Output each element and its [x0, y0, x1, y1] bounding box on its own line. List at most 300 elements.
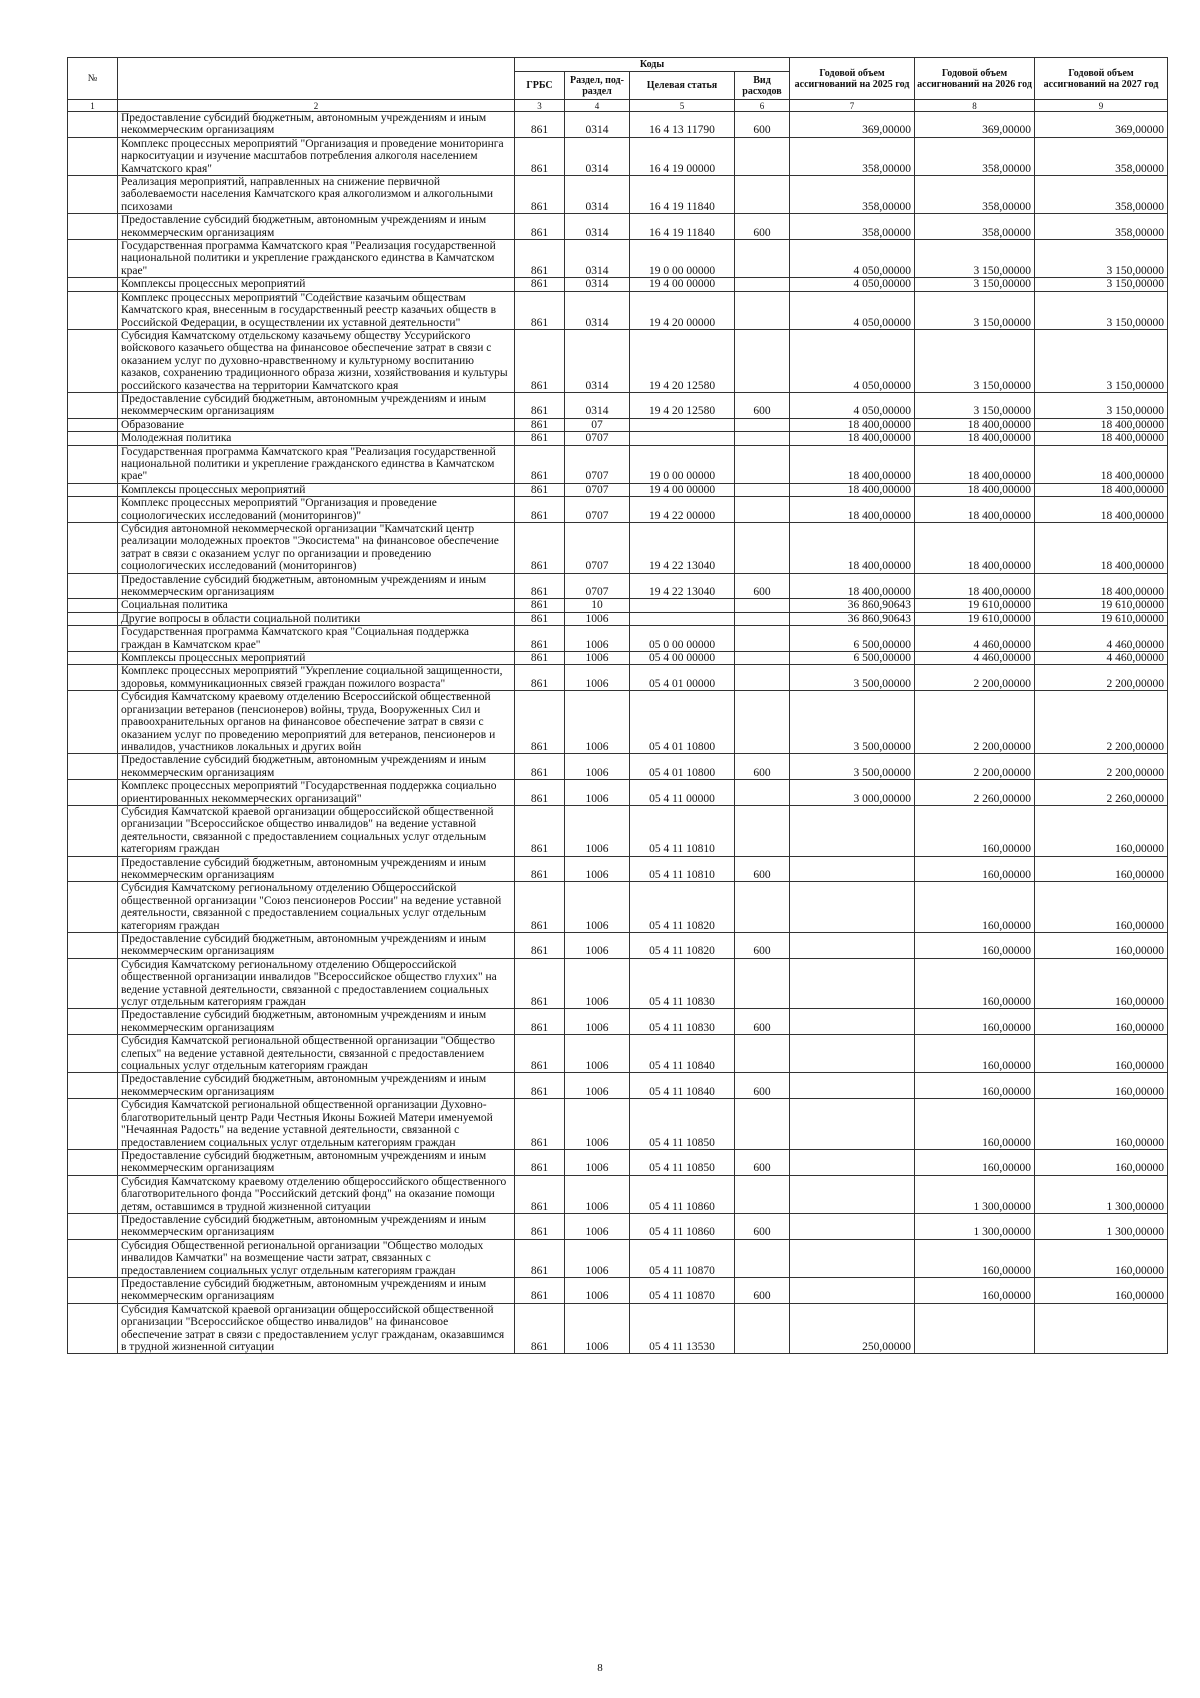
cell-target-article: 05 4 11 10850	[630, 1149, 735, 1175]
cell-amount-2026: 160,00000	[915, 958, 1035, 1009]
cell-amount-2025: 18 400,00000	[790, 432, 915, 445]
cell-amount-2025: 36 860,90643	[790, 612, 915, 625]
cell-razdel: 0314	[565, 240, 630, 278]
cell-grbs: 861	[515, 691, 565, 754]
cell-name: Комплекс процессных мероприятий "Государственная поддержка социально ориентированных некоммерческих организаций"	[118, 780, 515, 806]
cell-num	[68, 1073, 118, 1099]
cell-amount-2025: 4 050,00000	[790, 392, 915, 418]
cell-razdel: 0314	[565, 278, 630, 291]
cell-amount-2027: 3 150,00000	[1035, 291, 1168, 329]
cell-razdel: 1006	[565, 626, 630, 652]
cell-num	[68, 652, 118, 665]
cell-grbs: 861	[515, 754, 565, 780]
table-row	[68, 278, 1168, 291]
cell-num	[68, 612, 118, 625]
cell-amount-2025	[790, 856, 915, 882]
cell-amount-2026: 358,00000	[915, 137, 1035, 175]
cell-num	[68, 523, 118, 574]
cell-expense-type	[735, 599, 790, 612]
cell-grbs: 861	[515, 1175, 565, 1213]
cell-amount-2027: 160,00000	[1035, 933, 1168, 959]
cell-razdel: 1006	[565, 1035, 630, 1073]
cell-amount-2027: 3 150,00000	[1035, 278, 1168, 291]
cell-amount-2027: 4 460,00000	[1035, 652, 1168, 665]
cell-expense-type: 600	[735, 1009, 790, 1035]
table-row	[68, 329, 1168, 392]
cell-razdel: 1006	[565, 805, 630, 856]
cell-amount-2025	[790, 958, 915, 1009]
cell-expense-type: 600	[735, 754, 790, 780]
cell-grbs: 861	[515, 665, 565, 691]
cell-amount-2025: 6 500,00000	[790, 652, 915, 665]
cell-amount-2025	[790, 933, 915, 959]
cell-target-article: 05 4 11 00000	[630, 780, 735, 806]
cell-amount-2027: 2 200,00000	[1035, 754, 1168, 780]
cell-num	[68, 882, 118, 933]
cell-num	[68, 958, 118, 1009]
cell-expense-type: 600	[735, 1277, 790, 1303]
cell-expense-type	[735, 278, 790, 291]
cell-name: Комплекс процессных мероприятий "Содействие казачьим обществам Камчатского края, внесенным в государственный реестр казачьих обществ в Российской Федерации, в осуществлении их уставной деятельности"	[118, 291, 515, 329]
table-row	[68, 1175, 1168, 1213]
cell-name: Субсидия Камчатскому региональному отделению Общероссийской общественной организации "Союз пенсионеров России" на ведение уставной деятельности, связанной с предоставлением социальных услуг отдельным категориям граждан	[118, 882, 515, 933]
table-row	[68, 612, 1168, 625]
cell-amount-2026: 160,00000	[915, 933, 1035, 959]
cell-expense-type	[735, 958, 790, 1009]
cell-amount-2026: 4 460,00000	[915, 626, 1035, 652]
cell-target-article: 19 4 00 00000	[630, 278, 735, 291]
table-row	[68, 933, 1168, 959]
cell-num	[68, 112, 118, 138]
cell-amount-2026: 1 300,00000	[915, 1213, 1035, 1239]
cell-amount-2025: 3 500,00000	[790, 665, 915, 691]
cell-amount-2027: 358,00000	[1035, 137, 1168, 175]
cell-amount-2026: 3 150,00000	[915, 240, 1035, 278]
cell-amount-2027: 358,00000	[1035, 214, 1168, 240]
cell-expense-type: 600	[735, 1213, 790, 1239]
cell-grbs: 861	[515, 652, 565, 665]
table-row	[68, 882, 1168, 933]
table-row	[68, 573, 1168, 599]
cell-amount-2027: 2 200,00000	[1035, 665, 1168, 691]
cell-grbs: 861	[515, 1099, 565, 1150]
cell-num	[68, 291, 118, 329]
cell-grbs: 861	[515, 112, 565, 138]
cell-amount-2027: 1 300,00000	[1035, 1175, 1168, 1213]
cell-num	[68, 278, 118, 291]
cell-name: Молодежная политика	[118, 432, 515, 445]
cell-target-article: 05 4 11 10810	[630, 856, 735, 882]
header-vid: Вид расходов	[735, 72, 790, 100]
cell-name: Комплекс процессных мероприятий "Организация и проведение социологических исследований (мониторингов)"	[118, 497, 515, 523]
cell-expense-type	[735, 523, 790, 574]
cell-amount-2027: 160,00000	[1035, 1099, 1168, 1150]
cell-amount-2026: 2 200,00000	[915, 665, 1035, 691]
budget-table-page	[67, 57, 1167, 1354]
cell-amount-2027: 19 610,00000	[1035, 599, 1168, 612]
cell-num	[68, 754, 118, 780]
header-2026: Годовой объем ассигнований на 2026 год	[915, 58, 1035, 100]
cell-target-article: 05 4 11 10860	[630, 1175, 735, 1213]
cell-amount-2027: 3 150,00000	[1035, 329, 1168, 392]
cell-expense-type	[735, 805, 790, 856]
colnum: 8	[915, 100, 1035, 112]
cell-amount-2026: 160,00000	[915, 1099, 1035, 1150]
cell-razdel: 1006	[565, 882, 630, 933]
cell-num	[68, 329, 118, 392]
cell-expense-type	[735, 1035, 790, 1073]
colnum: 9	[1035, 100, 1168, 112]
cell-amount-2025: 4 050,00000	[790, 240, 915, 278]
cell-razdel: 0707	[565, 483, 630, 496]
cell-grbs: 861	[515, 137, 565, 175]
colnum: 7	[790, 100, 915, 112]
cell-razdel: 0314	[565, 137, 630, 175]
cell-amount-2027: 160,00000	[1035, 805, 1168, 856]
table-row	[68, 1303, 1168, 1354]
cell-amount-2026: 160,00000	[915, 1073, 1035, 1099]
table-row	[68, 1073, 1168, 1099]
cell-amount-2026: 358,00000	[915, 214, 1035, 240]
cell-name: Предоставление субсидий бюджетным, автономным учреждениям и иным некоммерческим организациям	[118, 1149, 515, 1175]
table-row	[68, 1149, 1168, 1175]
cell-expense-type	[735, 497, 790, 523]
cell-amount-2025: 4 050,00000	[790, 329, 915, 392]
cell-grbs: 861	[515, 573, 565, 599]
cell-num	[68, 1303, 118, 1354]
cell-razdel: 1006	[565, 856, 630, 882]
table-row	[68, 392, 1168, 418]
cell-amount-2025: 369,00000	[790, 112, 915, 138]
cell-grbs: 861	[515, 1303, 565, 1354]
cell-num	[68, 573, 118, 599]
table-row	[68, 1239, 1168, 1277]
cell-amount-2026: 160,00000	[915, 1035, 1035, 1073]
cell-amount-2026: 160,00000	[915, 1149, 1035, 1175]
cell-expense-type	[735, 445, 790, 483]
cell-amount-2026	[915, 1303, 1035, 1354]
cell-num	[68, 805, 118, 856]
cell-name: Субсидия Камчатскому краевому отделению Всероссийской общественной организации ветеранов (пенсионеров) войны, труда, Вооруженных Сил и правоохранительных органов на финансовое обеспечение затрат в связи с оказанием услуг по проведению мероприятий для ветеранов, пенсионеров и инвалидов, участников локальных и других войн	[118, 691, 515, 754]
cell-amount-2025: 18 400,00000	[790, 483, 915, 496]
cell-amount-2025: 18 400,00000	[790, 573, 915, 599]
cell-amount-2026: 369,00000	[915, 112, 1035, 138]
cell-num	[68, 856, 118, 882]
cell-target-article	[630, 612, 735, 625]
cell-razdel: 1006	[565, 612, 630, 625]
cell-amount-2026: 3 150,00000	[915, 329, 1035, 392]
cell-amount-2025	[790, 882, 915, 933]
table-row	[68, 780, 1168, 806]
cell-grbs: 861	[515, 278, 565, 291]
cell-amount-2025: 4 050,00000	[790, 291, 915, 329]
table-row	[68, 418, 1168, 431]
cell-num	[68, 1239, 118, 1277]
cell-target-article: 19 4 22 13040	[630, 573, 735, 599]
table-row	[68, 1277, 1168, 1303]
table-row	[68, 665, 1168, 691]
cell-amount-2026: 2 260,00000	[915, 780, 1035, 806]
cell-amount-2026: 160,00000	[915, 1009, 1035, 1035]
cell-num	[68, 1035, 118, 1073]
cell-target-article: 19 4 20 00000	[630, 291, 735, 329]
cell-grbs: 861	[515, 612, 565, 625]
cell-amount-2025: 18 400,00000	[790, 418, 915, 431]
cell-expense-type: 600	[735, 1073, 790, 1099]
colnum: 3	[515, 100, 565, 112]
cell-target-article: 19 0 00 00000	[630, 240, 735, 278]
cell-amount-2025: 358,00000	[790, 176, 915, 214]
colnum: 4	[565, 100, 630, 112]
cell-name: Предоставление субсидий бюджетным, автономным учреждениям и иным некоммерческим организациям	[118, 112, 515, 138]
cell-grbs: 861	[515, 214, 565, 240]
cell-amount-2027: 358,00000	[1035, 176, 1168, 214]
cell-name: Субсидия автономной некоммерческой организации "Камчатский центр реализации молодежных проектов "Экосистема" на финансовое обеспечение затрат в связи с оказанием услуг по организации и проведению социологических исследований (мониторингов)	[118, 523, 515, 574]
cell-expense-type	[735, 176, 790, 214]
cell-target-article: 05 4 11 10820	[630, 933, 735, 959]
cell-amount-2027: 3 150,00000	[1035, 240, 1168, 278]
cell-name: Предоставление субсидий бюджетным, автономным учреждениям и иным некоммерческим организациям	[118, 856, 515, 882]
table-row	[68, 856, 1168, 882]
cell-num	[68, 1277, 118, 1303]
cell-expense-type	[735, 418, 790, 431]
table-row	[68, 176, 1168, 214]
cell-num	[68, 432, 118, 445]
cell-num	[68, 1099, 118, 1150]
cell-target-article: 05 0 00 00000	[630, 626, 735, 652]
cell-name: Субсидия Камчатской краевой организации общероссийской общественной организации "Всероссийское общество инвалидов" на финансовое обеспечение затрат в связи с предоставлением услуг гражданам, оказавшимся в трудной жизненной ситуации	[118, 1303, 515, 1354]
cell-name: Субсидия Камчатской краевой организации общероссийской общественной организации "Всероссийское общество инвалидов" на ведение уставной деятельности, связанной с предоставлением социальных услуг отдельным категориям граждан	[118, 805, 515, 856]
cell-expense-type	[735, 626, 790, 652]
cell-target-article: 05 4 11 10850	[630, 1099, 735, 1150]
cell-razdel: 1006	[565, 1213, 630, 1239]
cell-name: Комплексы процессных мероприятий	[118, 652, 515, 665]
cell-expense-type	[735, 240, 790, 278]
cell-name: Предоставление субсидий бюджетным, автономным учреждениям и иным некоммерческим организациям	[118, 1213, 515, 1239]
cell-target-article: 05 4 11 13530	[630, 1303, 735, 1354]
table-row	[68, 214, 1168, 240]
cell-target-article: 05 4 01 10800	[630, 754, 735, 780]
cell-grbs: 861	[515, 1277, 565, 1303]
cell-num	[68, 933, 118, 959]
cell-expense-type	[735, 1239, 790, 1277]
cell-grbs: 861	[515, 523, 565, 574]
cell-amount-2027: 18 400,00000	[1035, 445, 1168, 483]
cell-razdel: 0314	[565, 112, 630, 138]
table-row	[68, 483, 1168, 496]
table-row	[68, 1009, 1168, 1035]
cell-razdel: 1006	[565, 1009, 630, 1035]
cell-expense-type	[735, 652, 790, 665]
cell-target-article: 05 4 11 10860	[630, 1213, 735, 1239]
cell-amount-2027: 160,00000	[1035, 1009, 1168, 1035]
cell-amount-2027: 160,00000	[1035, 1035, 1168, 1073]
cell-amount-2025: 18 400,00000	[790, 445, 915, 483]
cell-num	[68, 214, 118, 240]
cell-num	[68, 691, 118, 754]
cell-amount-2026: 160,00000	[915, 805, 1035, 856]
cell-grbs: 861	[515, 240, 565, 278]
cell-expense-type	[735, 329, 790, 392]
cell-amount-2026: 3 150,00000	[915, 392, 1035, 418]
cell-grbs: 861	[515, 882, 565, 933]
cell-target-article: 19 4 00 00000	[630, 483, 735, 496]
cell-target-article: 19 4 22 00000	[630, 497, 735, 523]
cell-amount-2025: 358,00000	[790, 214, 915, 240]
table-row	[68, 432, 1168, 445]
cell-amount-2026: 18 400,00000	[915, 445, 1035, 483]
cell-expense-type: 600	[735, 214, 790, 240]
cell-grbs: 861	[515, 291, 565, 329]
cell-razdel: 0314	[565, 291, 630, 329]
cell-target-article: 05 4 11 10830	[630, 958, 735, 1009]
cell-amount-2027: 18 400,00000	[1035, 432, 1168, 445]
cell-name: Комплексы процессных мероприятий	[118, 278, 515, 291]
cell-amount-2025: 18 400,00000	[790, 497, 915, 523]
cell-amount-2025: 6 500,00000	[790, 626, 915, 652]
cell-amount-2025: 3 500,00000	[790, 754, 915, 780]
cell-num	[68, 780, 118, 806]
cell-amount-2026: 4 460,00000	[915, 652, 1035, 665]
cell-target-article	[630, 418, 735, 431]
cell-amount-2025	[790, 1073, 915, 1099]
cell-amount-2027: 160,00000	[1035, 1277, 1168, 1303]
table-row	[68, 1035, 1168, 1073]
cell-amount-2026: 19 610,00000	[915, 612, 1035, 625]
cell-amount-2026: 160,00000	[915, 1277, 1035, 1303]
cell-grbs: 861	[515, 497, 565, 523]
table-row	[68, 137, 1168, 175]
cell-name: Комплексы процессных мероприятий	[118, 483, 515, 496]
cell-name: Субсидия Камчатской региональной общественной организации "Общество слепых" на ведение уставной деятельности, связанной с предоставлением социальных услуг отдельным категориям граждан	[118, 1035, 515, 1073]
budget-rows	[68, 112, 1168, 1354]
cell-name: Государственная программа Камчатского края "Социальная поддержка граждан в Камчатском крае"	[118, 626, 515, 652]
cell-razdel: 0314	[565, 214, 630, 240]
cell-target-article: 05 4 11 10810	[630, 805, 735, 856]
cell-grbs: 861	[515, 392, 565, 418]
cell-grbs: 861	[515, 805, 565, 856]
cell-amount-2027: 19 610,00000	[1035, 612, 1168, 625]
page-number: 8	[597, 1662, 603, 1674]
cell-grbs: 861	[515, 1073, 565, 1099]
cell-razdel: 0707	[565, 573, 630, 599]
cell-grbs: 861	[515, 1035, 565, 1073]
cell-amount-2025: 358,00000	[790, 137, 915, 175]
cell-razdel: 1006	[565, 1099, 630, 1150]
cell-amount-2025: 3 500,00000	[790, 691, 915, 754]
cell-razdel: 07	[565, 418, 630, 431]
cell-expense-type	[735, 882, 790, 933]
cell-grbs: 861	[515, 483, 565, 496]
cell-amount-2027: 160,00000	[1035, 856, 1168, 882]
table-row	[68, 805, 1168, 856]
cell-name: Субсидия Камчатскому краевому отделению общероссийского общественного благотворительного фонда "Российский детский фонд" на оказание помощи детям, оставшимся в трудной жизненной ситуации	[118, 1175, 515, 1213]
cell-amount-2025	[790, 1149, 915, 1175]
cell-num	[68, 176, 118, 214]
budget-table	[67, 57, 1168, 1354]
cell-name: Государственная программа Камчатского края "Реализация государственной национальной политики и укрепление гражданского единства в Камчатском крае"	[118, 445, 515, 483]
cell-amount-2025: 18 400,00000	[790, 523, 915, 574]
cell-name: Предоставление субсидий бюджетным, автономным учреждениям и иным некоммерческим организациям	[118, 1073, 515, 1099]
cell-target-article: 05 4 11 10870	[630, 1277, 735, 1303]
cell-target-article: 16 4 19 11840	[630, 214, 735, 240]
cell-amount-2025	[790, 1099, 915, 1150]
cell-target-article: 05 4 01 10800	[630, 691, 735, 754]
cell-num	[68, 665, 118, 691]
cell-grbs: 861	[515, 1239, 565, 1277]
cell-target-article: 19 4 20 12580	[630, 392, 735, 418]
cell-amount-2027: 160,00000	[1035, 1149, 1168, 1175]
cell-name: Комплекс процессных мероприятий "Укрепление социальной защищенности, здоровья, коммуникационных связей граждан пожилого возраста"	[118, 665, 515, 691]
cell-amount-2026: 3 150,00000	[915, 278, 1035, 291]
cell-amount-2027: 18 400,00000	[1035, 523, 1168, 574]
cell-amount-2025	[790, 1175, 915, 1213]
cell-num	[68, 1149, 118, 1175]
cell-name: Предоставление субсидий бюджетным, автономным учреждениям и иным некоммерческим организациям	[118, 1009, 515, 1035]
cell-name: Государственная программа Камчатского края "Реализация государственной национальной политики и укрепление гражданского единства в Камчатском крае"	[118, 240, 515, 278]
cell-razdel: 0314	[565, 329, 630, 392]
cell-target-article: 16 4 19 11840	[630, 176, 735, 214]
cell-name: Субсидия Камчатской региональной общественной организации Духовно-благотворительный центр Ради Честныя Иконы Божией Матери именуемой "Нечаянная Радость" на ведение уставной деятельности, связанной с предоставлением социальных услуг отдельным категориям граждан	[118, 1099, 515, 1150]
cell-grbs: 861	[515, 1009, 565, 1035]
cell-amount-2027: 18 400,00000	[1035, 497, 1168, 523]
cell-target-article: 05 4 11 10870	[630, 1239, 735, 1277]
table-row	[68, 652, 1168, 665]
cell-target-article: 19 4 20 12580	[630, 329, 735, 392]
cell-grbs: 861	[515, 329, 565, 392]
cell-expense-type	[735, 432, 790, 445]
cell-num	[68, 483, 118, 496]
cell-razdel: 1006	[565, 1175, 630, 1213]
cell-expense-type: 600	[735, 112, 790, 138]
cell-grbs: 861	[515, 856, 565, 882]
cell-expense-type	[735, 137, 790, 175]
cell-target-article: 05 4 00 00000	[630, 652, 735, 665]
cell-expense-type: 600	[735, 1149, 790, 1175]
cell-amount-2026: 18 400,00000	[915, 523, 1035, 574]
header-2027: Годовой объем ассигнований на 2027 год	[1035, 58, 1168, 100]
cell-expense-type	[735, 291, 790, 329]
cell-num	[68, 137, 118, 175]
cell-grbs: 861	[515, 445, 565, 483]
cell-expense-type	[735, 665, 790, 691]
table-row	[68, 626, 1168, 652]
cell-target-article: 05 4 11 10840	[630, 1035, 735, 1073]
cell-target-article: 05 4 11 10830	[630, 1009, 735, 1035]
cell-amount-2026: 18 400,00000	[915, 483, 1035, 496]
cell-amount-2027: 160,00000	[1035, 882, 1168, 933]
cell-amount-2026: 19 610,00000	[915, 599, 1035, 612]
cell-razdel: 1006	[565, 780, 630, 806]
cell-amount-2027: 18 400,00000	[1035, 483, 1168, 496]
colnum: 5	[630, 100, 735, 112]
cell-razdel: 1006	[565, 665, 630, 691]
header-num: №	[68, 58, 118, 100]
cell-expense-type: 600	[735, 856, 790, 882]
cell-amount-2026: 160,00000	[915, 882, 1035, 933]
cell-amount-2026: 18 400,00000	[915, 497, 1035, 523]
table-row	[68, 523, 1168, 574]
header-2025: Годовой объем ассигнований на 2025 год	[790, 58, 915, 100]
cell-amount-2026: 18 400,00000	[915, 432, 1035, 445]
cell-razdel: 0314	[565, 392, 630, 418]
cell-amount-2025	[790, 1239, 915, 1277]
cell-amount-2026: 160,00000	[915, 856, 1035, 882]
cell-name: Субсидия Камчатскому региональному отделению Общероссийской общественной организации инвалидов "Всероссийское общество глухих" на ведение уставной деятельности, связанной с предоставлением социальных услуг отдельным категориям граждан	[118, 958, 515, 1009]
colnum: 6	[735, 100, 790, 112]
cell-razdel: 1006	[565, 933, 630, 959]
cell-target-article: 16 4 13 11790	[630, 112, 735, 138]
